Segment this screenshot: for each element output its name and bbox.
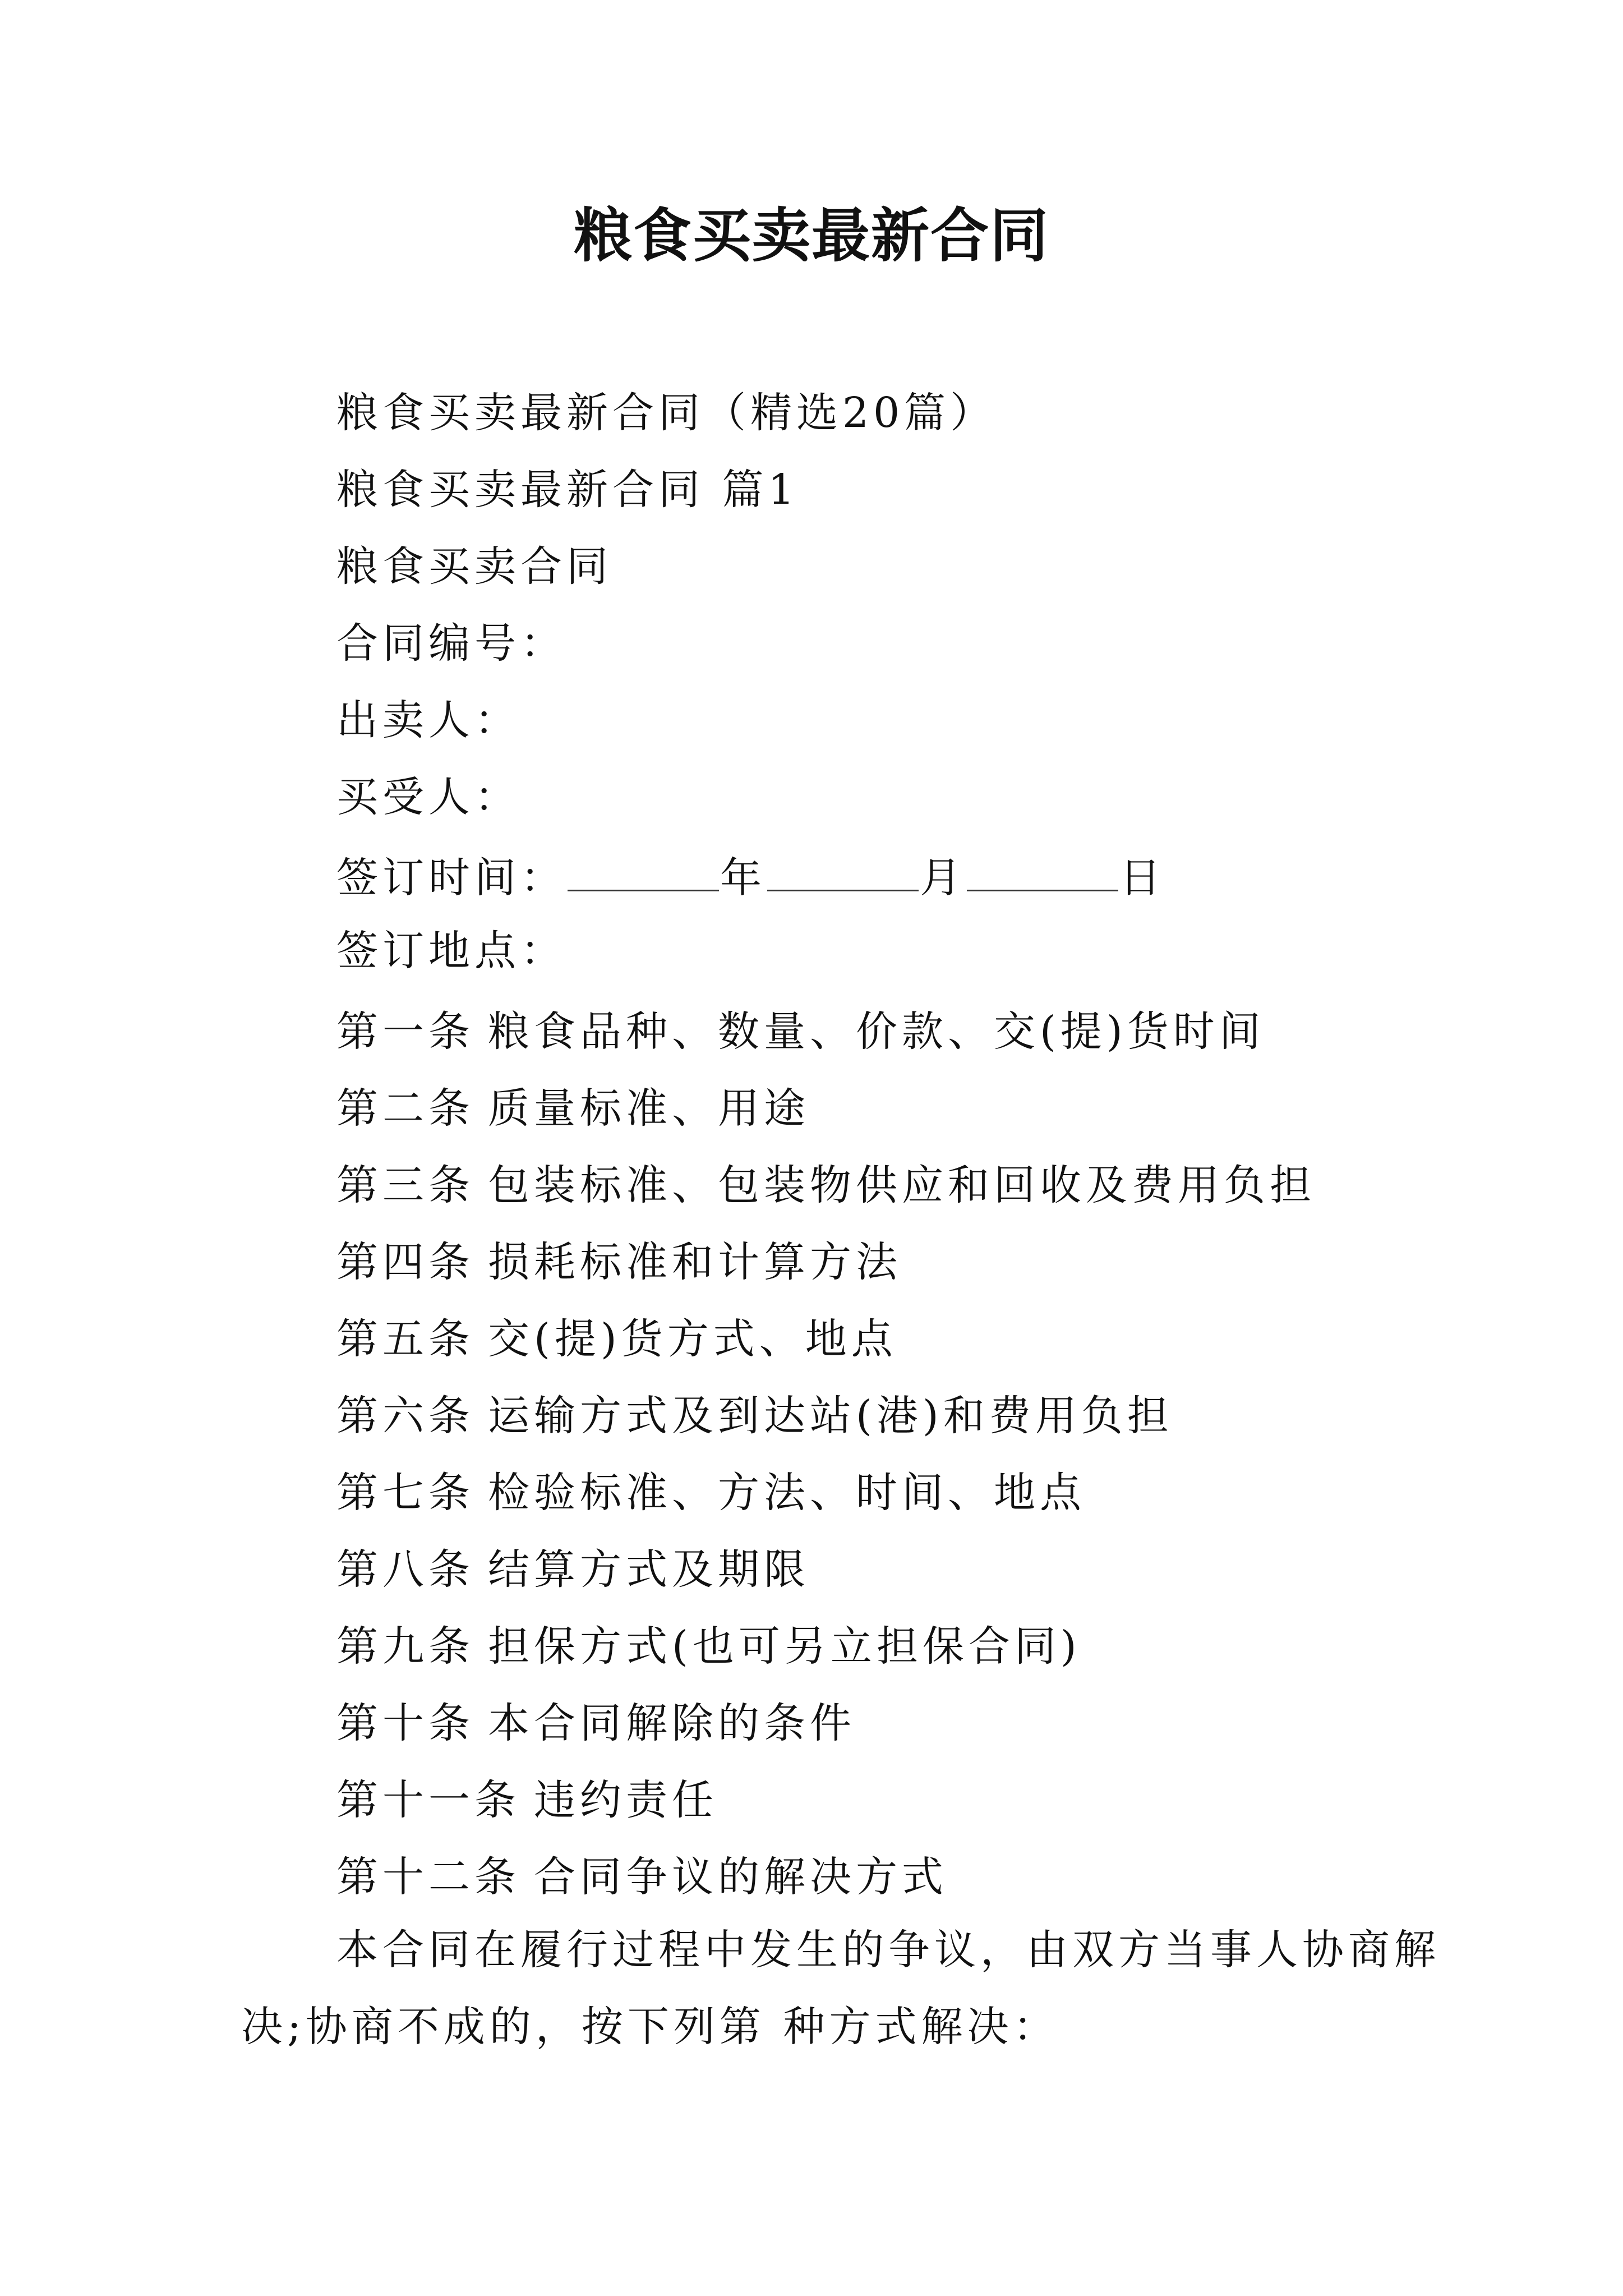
- article-text: 质量标准、用途: [488, 1084, 810, 1133]
- article-number: 第三条: [336, 1161, 474, 1209]
- day-label: 日: [1119, 853, 1165, 902]
- article-text: 运输方式及到达站(港)和费用负担: [488, 1391, 1173, 1440]
- article-number: 第七条: [336, 1468, 474, 1517]
- year-blank: [568, 857, 719, 891]
- month-blank: [767, 857, 919, 891]
- dispute-paragraph-line-1: 本合同在履行过程中发生的争议，由双方当事人协商解: [336, 1926, 1440, 1974]
- article-number: 第一条: [336, 1007, 474, 1056]
- section-heading: 粮食买卖最新合同 篇1: [336, 466, 799, 514]
- article-number: 第九条: [336, 1622, 474, 1671]
- article-7: [241, 1451, 1391, 1527]
- signing-time-label: 签订时间：: [336, 853, 566, 902]
- article-number: 第五条: [336, 1314, 474, 1363]
- article-text: 损耗标准和计算方法: [488, 1237, 902, 1286]
- document-body: [241, 375, 1440, 2065]
- buyer-label: 买受人：: [336, 773, 520, 821]
- article-6: [241, 1374, 1391, 1451]
- article-number: 第四条: [336, 1237, 474, 1286]
- article-text: 检验标准、方法、时间、地点: [488, 1468, 1086, 1517]
- article-8: [241, 1527, 1391, 1604]
- article-number: 第十条: [336, 1699, 474, 1747]
- article-number: 第六条: [336, 1391, 474, 1440]
- article-number: 第八条: [336, 1545, 474, 1594]
- contract-number-label: 合同编号：: [336, 619, 566, 668]
- article-3: [241, 1143, 1391, 1220]
- year-label: 年: [720, 853, 766, 902]
- month-label: 月: [920, 853, 966, 902]
- article-text: 违约责任: [534, 1775, 718, 1824]
- article-text: 结算方式及期限: [488, 1545, 810, 1594]
- article-text: 本合同解除的条件: [488, 1699, 856, 1747]
- signing-place-label: 签订地点：: [336, 927, 566, 975]
- article-2: [241, 1066, 1391, 1143]
- article-12: [241, 1835, 1391, 1912]
- dispute-paragraph-line-2: 决;协商不成的，按下列第 种方式解决：: [241, 2003, 1059, 2051]
- article-text: 担保方式(也可另立担保合同): [488, 1622, 1081, 1671]
- subtitle-line: 粮食买卖最新合同（精选20篇）: [336, 389, 997, 437]
- document-title: 粮食买卖最新合同: [573, 201, 1049, 270]
- article-text: 交(提)货方式、地点: [488, 1314, 897, 1363]
- article-text: 包装标准、包装物供应和回收及费用负担: [488, 1161, 1316, 1209]
- day-blank: [967, 857, 1118, 891]
- article-number: 第二条: [336, 1084, 474, 1133]
- article-4: [241, 1220, 1391, 1297]
- signing-time-row: [241, 836, 1391, 913]
- article-number: 第十二条: [336, 1852, 520, 1901]
- article-5: [241, 1297, 1391, 1374]
- article-text: 粮食品种、数量、价款、交(提)货时间: [488, 1007, 1265, 1056]
- article-text: 合同争议的解决方式: [534, 1852, 948, 1901]
- article-9: [241, 1604, 1391, 1681]
- seller-label: 出卖人：: [336, 696, 520, 744]
- contract-name: 粮食买卖合同: [336, 542, 612, 591]
- article-1: [241, 990, 1391, 1066]
- article-number: 第十一条: [336, 1775, 520, 1824]
- article-11: [241, 1758, 1391, 1835]
- article-10: [241, 1681, 1391, 1758]
